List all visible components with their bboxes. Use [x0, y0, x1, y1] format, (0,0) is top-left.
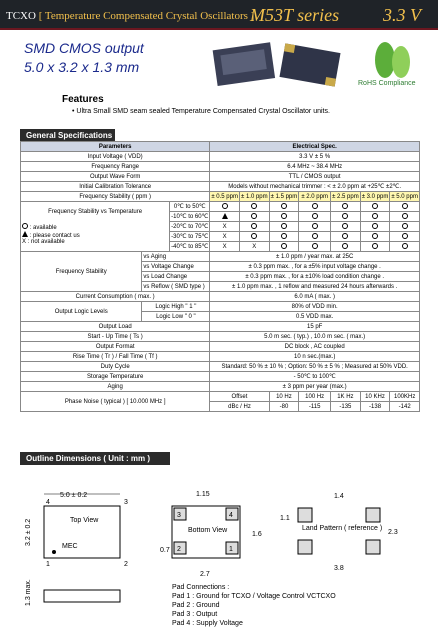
available-icon: [312, 203, 318, 209]
dim-23: 2.3: [388, 529, 398, 536]
param-cell: Rise Time ( Tr ) / Fall Time ( Tf ): [21, 352, 210, 362]
stability-mark: X: [239, 242, 269, 252]
available-icon: [342, 203, 348, 209]
available-icon: [312, 233, 318, 239]
available-icon: [251, 203, 257, 209]
features-item: • Ultra Small SMD seam sealed Temperature Compensated Crystal Oscillator units.: [72, 108, 330, 115]
stab-col: ± 2.5 ppm: [332, 193, 359, 200]
available-icon: [402, 213, 408, 219]
dim-16: 1.6: [252, 531, 262, 538]
table-row: [21, 352, 420, 362]
stability-mark: [239, 222, 269, 232]
available-icon: [402, 233, 408, 239]
phase-label: Phase Noise ( typical ) [ 10.000 MHz ]: [21, 392, 210, 412]
pin-label: 4: [229, 512, 233, 519]
temp-range: -20℃ to 70℃: [170, 222, 210, 232]
param-cell: Input Voltage ( VDD): [21, 152, 210, 162]
phase-unit: dBc / Hz: [210, 402, 269, 412]
available-icon: [251, 213, 257, 219]
stab-col: ± 5.0 ppm: [391, 193, 418, 200]
pin-label: 3: [124, 499, 128, 506]
table-row: [21, 362, 420, 372]
outline-heading: Outline Dimensions ( Unit : mm ): [20, 452, 170, 465]
dim-27: 2.7: [200, 571, 210, 578]
stability-mark: [210, 212, 240, 222]
legend-contact: : please contact us: [29, 232, 80, 239]
pin-label: 2: [124, 561, 128, 568]
available-icon: [372, 203, 378, 209]
land-label: Land Pattern ( reference ): [302, 525, 383, 532]
fs-key: vs Voltage Change: [142, 262, 210, 272]
temp-range: -40℃ to 85℃: [170, 242, 210, 252]
pin-label: 1: [229, 546, 233, 553]
phase-offset-label: Offset: [210, 392, 269, 402]
available-icon: [251, 233, 257, 239]
temp-row: [21, 202, 420, 212]
stability-mark: [360, 232, 390, 242]
table-row: [21, 382, 420, 392]
pin1-marker: [52, 550, 56, 554]
available-icon: [342, 243, 348, 249]
stability-mark: X: [210, 242, 240, 252]
stability-mark: [239, 232, 269, 242]
logic-value: 80% of VDD min.: [210, 302, 420, 312]
phase-offset: 100 Hz: [299, 392, 331, 402]
top-view-label: Top View: [70, 517, 99, 524]
dim-width: 5.0 ± 0.2: [60, 492, 88, 499]
stability-mark: [390, 202, 420, 212]
param-cell: Initial Calibration Tolerance: [21, 182, 210, 192]
table-row: [21, 292, 420, 302]
contact-icon: [222, 213, 228, 219]
col-spec: Electrical Spec.: [210, 142, 420, 152]
table-row: [21, 162, 420, 172]
logic-value: 0.5 VDD max.: [210, 312, 420, 322]
value-cell: 6.4 MHz ~ 38.4 MHz: [210, 162, 420, 172]
stability-mark: [331, 222, 361, 232]
dim-07: 0.7: [160, 547, 170, 554]
stability-mark: [269, 222, 299, 232]
phase-value: -142: [390, 402, 420, 412]
table-row: [21, 252, 420, 262]
pin-label: 1: [46, 561, 50, 568]
phase-value: -115: [299, 402, 331, 412]
stab-col: ± 3.0 ppm: [361, 193, 389, 200]
stab-col: ± 0.5 ppm: [211, 193, 238, 200]
fs-key: vs Aging: [142, 252, 210, 262]
fs-key: vs Load Change: [142, 272, 210, 282]
value-cell: 6.0 mA ( max. ): [210, 292, 420, 302]
available-icon: [342, 213, 348, 219]
available-icon: [312, 213, 318, 219]
table-row: [21, 302, 420, 312]
subtitle-size: 5.0 x 3.2 x 1.3 mm: [24, 59, 140, 75]
fs-value: ± 0.3 ppm max. , for a ±5% input voltage change .: [210, 262, 420, 272]
table-row: [21, 332, 420, 342]
stability-mark: X: [210, 232, 240, 242]
pin-label: 4: [46, 499, 50, 506]
stability-label: Frequency Stability ( ppm ): [21, 192, 210, 202]
temp-range: 0℃ to 50℃: [170, 202, 210, 212]
logic-key: Logic Low " 0 ": [142, 312, 210, 322]
available-icon: [342, 233, 348, 239]
spec-rows-2: [21, 322, 420, 392]
table-row: [21, 172, 420, 182]
legend-avail: : available: [29, 224, 57, 231]
param-cell: Start - Up Time ( Ts ): [21, 332, 210, 342]
value-cell: DC block , AC coupled: [210, 342, 420, 352]
stability-mark: [390, 232, 420, 242]
dim-14: 1.4: [334, 493, 344, 500]
stab-col: ± 1.5 ppm: [270, 193, 298, 200]
available-icon: [402, 203, 408, 209]
value-cell: 15 pF: [210, 322, 420, 332]
phase-value: -80: [269, 402, 299, 412]
stability-mark: [299, 232, 331, 242]
stability-mark: [269, 202, 299, 212]
available-icon: [281, 233, 287, 239]
mark-label: MEC: [62, 543, 78, 550]
banner-title: [6, 10, 254, 22]
stability-mark: [269, 212, 299, 222]
banner-model: M53T series: [250, 5, 340, 25]
bottom-view-label: Bottom View: [188, 527, 228, 534]
stability-header-row: [21, 192, 420, 202]
legend-na: X : not available: [22, 238, 65, 245]
fs-label: Frequency Stability: [21, 252, 142, 292]
available-icon: [342, 223, 348, 229]
phase-offset: 100KHz: [390, 392, 420, 402]
value-cell: Models without mechanical trimmer : < ± 2.0 ppm at +25℃ ±2℃.: [210, 182, 420, 192]
pin-label: 3: [177, 512, 181, 519]
available-icon: [281, 243, 287, 249]
available-icon: [372, 243, 378, 249]
general-spec-heading: General Specifications: [20, 129, 115, 142]
value-cell: 10 n sec.(max.): [210, 352, 420, 362]
table-row: [21, 342, 420, 352]
logic-label: Output Logic Levels: [21, 302, 142, 322]
stability-mark: [239, 212, 269, 222]
stability-mark: [360, 242, 390, 252]
available-icon: [222, 203, 228, 209]
temp-rows: [21, 202, 420, 252]
subtitle-type: SMD CMOS output: [24, 40, 144, 56]
fs-key: vs Reflow ( SMD type ): [142, 282, 210, 292]
banner-prefix: TCXO: [6, 10, 36, 22]
stability-mark: X: [210, 222, 240, 232]
stability-mark: [390, 222, 420, 232]
stability-mark: [210, 202, 240, 212]
banner-category: [ Temperature Compensated Crystal Oscillators ]: [38, 10, 255, 22]
value-cell: 3.3 V ± 5 %: [210, 152, 420, 162]
stability-mark: [360, 212, 390, 222]
available-icon: [402, 243, 408, 249]
product-photo: [200, 40, 350, 90]
param-cell: Frequency Range: [21, 162, 210, 172]
pad-item: Pad 2 : Ground: [172, 602, 220, 609]
table-row: [21, 372, 420, 382]
col-params: Parameters: [21, 142, 210, 152]
features-title: Features: [62, 94, 104, 105]
available-icon: [251, 223, 257, 229]
param-cell: Output Format: [21, 342, 210, 352]
top-view-outline: [44, 506, 120, 558]
stability-mark: [331, 212, 361, 222]
param-cell: Output Load: [21, 322, 210, 332]
fs-value: ± 1.0 ppm / year max. at 25C: [210, 252, 420, 262]
temp-label-text: Frequency Stability vs Temperature: [48, 208, 143, 215]
param-cell: Output Wave Form: [21, 172, 210, 182]
table-row: [21, 152, 420, 162]
dim-thickness: 1.3 max.: [25, 579, 32, 606]
value-cell: Standard: 50 % ± 10 % ; Option: 50 % ± 5 % ; Measured at 50% VDD.: [210, 362, 420, 372]
value-cell: - 50℃ to 100℃: [210, 372, 420, 382]
logic-key: Logic High " 1 ": [142, 302, 210, 312]
stability-mark: [331, 232, 361, 242]
table-row: [21, 182, 420, 192]
value-cell: ± 3 ppm per year (max.): [210, 382, 420, 392]
fs-value: ± 1.0 ppm max. , 1 reflow and measured 24 hours afterwards .: [210, 282, 420, 292]
pin-label: 2: [177, 546, 181, 553]
stability-mark: [331, 202, 361, 212]
stability-mark: [269, 242, 299, 252]
stability-mark: [269, 232, 299, 242]
available-icon: [281, 213, 287, 219]
stab-col: ± 2.0 ppm: [299, 192, 331, 202]
pad-connections: [172, 583, 336, 628]
dim-11: 1.1: [280, 515, 290, 522]
dim-38: 3.8: [334, 565, 344, 572]
stability-mark: [299, 212, 331, 222]
param-cell: Aging: [21, 382, 210, 392]
table-header-row: [21, 142, 420, 152]
param-cell: Duty Cycle: [21, 362, 210, 372]
available-icon: [281, 223, 287, 229]
temp-range: -30℃ to 75℃: [170, 232, 210, 242]
available-icon: [312, 223, 318, 229]
dim-115: 1.15: [196, 491, 210, 498]
dim-height: 3.2 ± 0.2: [25, 518, 32, 546]
stability-mark: [390, 212, 420, 222]
stability-mark: [390, 242, 420, 252]
param-cell: Storage Temperature: [21, 372, 210, 382]
side-view-outline: [44, 590, 120, 602]
available-icon: [402, 223, 408, 229]
available-icon: [372, 223, 378, 229]
pads-title: Pad Connections :: [172, 584, 230, 591]
available-icon: [372, 213, 378, 219]
pad-item: Pad 1 : Ground for TCXO / Voltage Control VCTCXO: [172, 593, 336, 600]
available-icon: [281, 203, 287, 209]
stab-col: ± 1.0 ppm: [240, 193, 268, 200]
phase-value: -138: [360, 402, 390, 412]
value-cell: TTL / CMOS output: [210, 172, 420, 182]
temp-range: -10℃ to 60℃: [170, 212, 210, 222]
spec-table: [20, 141, 420, 412]
phase-value: -135: [331, 402, 361, 412]
available-icon: [312, 243, 318, 249]
phase-offset: 10 KHz: [360, 392, 390, 402]
stability-mark: [299, 242, 331, 252]
param-cell: Current Consumption ( max. ): [21, 292, 210, 302]
stability-mark: [299, 202, 331, 212]
stability-mark: [299, 222, 331, 232]
pad-item: Pad 3 : Output: [172, 611, 218, 618]
phase-offset: 1K Hz: [331, 392, 361, 402]
features-item-text: Ultra Small SMD seam sealed Temperature Compensated Crystal Oscillator units.: [76, 108, 330, 115]
pad-item: Pad 4 : Supply Voltage: [172, 620, 243, 627]
stability-mark: [331, 242, 361, 252]
rohs-label: RoHS Compliance: [358, 80, 416, 87]
value-cell: 5.0 m sec. ( typ.) , 10.0 m sec. ( max.): [210, 332, 420, 342]
phase-offset-row: [21, 392, 420, 402]
stability-mark: [360, 202, 390, 212]
available-icon: [372, 233, 378, 239]
temp-label: [21, 202, 170, 252]
stability-mark: [360, 222, 390, 232]
stability-mark: [239, 202, 269, 212]
banner-voltage: 3.3 V: [383, 5, 421, 25]
fs-value: ± 0.3 ppm max. , for a ±10% load condition change .: [210, 272, 420, 282]
table-row: [21, 322, 420, 332]
phase-offset: 10 Hz: [269, 392, 299, 402]
